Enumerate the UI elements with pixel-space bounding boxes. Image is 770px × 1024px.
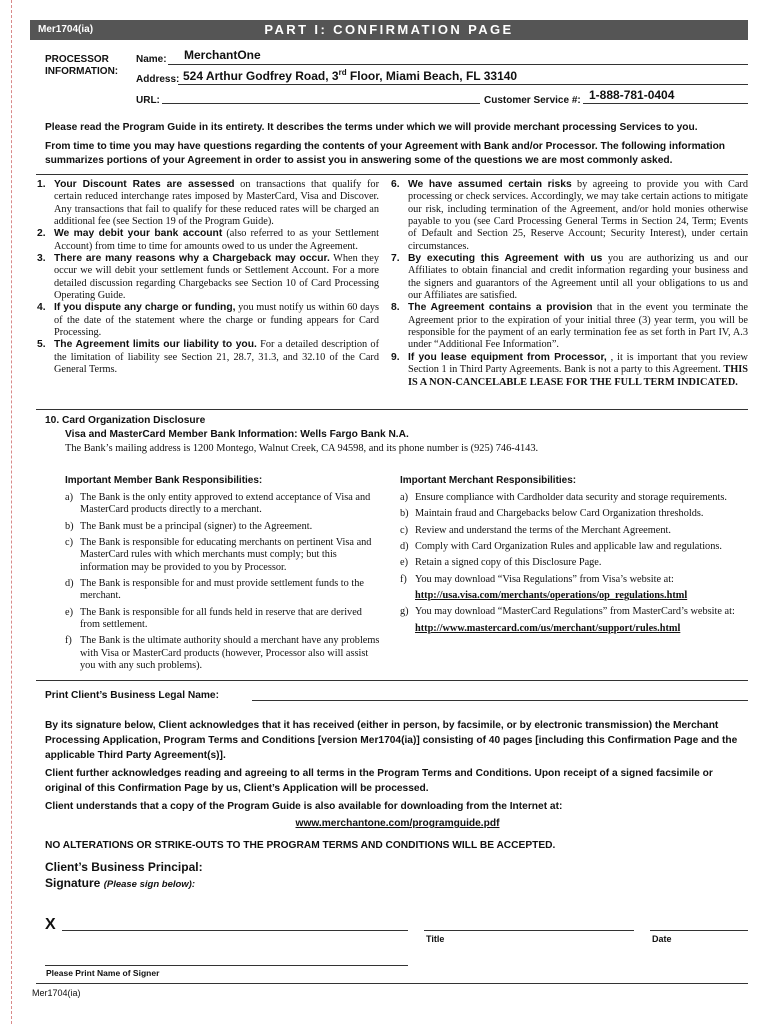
signature-label: Signature (Please sign below): [45, 876, 196, 890]
list-item: 4. If you dispute any charge or funding, you must notify us within 60 days of the date of the statement where the charge or funding appears for Card Processing. [37, 302, 379, 339]
print-business-name-label: Print Client’s Business Legal Name: [45, 690, 219, 701]
acknowledgement-paragraph-3: Client understands that a copy of the Program Guide is also available for downloading from the Internet at: [45, 801, 563, 812]
name-value: MerchantOne [184, 48, 261, 62]
list-item: b) Maintain fraud and Chargebacks below Card Organization thresholds. [400, 508, 704, 520]
intro-paragraph-1: Please read the Program Guide in its entirety. It describes the terms under which we will provide merchant processing Services to you. [45, 122, 698, 133]
form-code: Mer1704(ia) [38, 24, 94, 35]
address-field[interactable] [178, 67, 748, 85]
intro-paragraph-2: From time to time you may have questions regarding the contents of your Agreement with Bank and/or Processor. The following information summarizes portions of your Agreement in order to assist you in answering some of the questions we are most commonly asked. [45, 141, 726, 166]
list-item: 5. The Agreement limits our liability to you. For a detailed description of the limitation of liability see Section 21, 28.7, 31.3, and 32.10 of the Card General Terms. [37, 339, 379, 376]
address-value: 524 Arthur Godfrey Road, 3rd Floor, Miami Beach, FL 33140 [183, 68, 518, 83]
list-item: g) You may download “MasterCard Regulations” from MasterCard’s website at: http://www.mastercard.com/us/merchant/support/rules.html [400, 606, 735, 634]
url-label: URL: [136, 95, 160, 106]
date-field[interactable] [650, 917, 748, 931]
acknowledgement-paragraph-1: By its signature below, Client acknowledges that it has received (either in person, by facsimile, or by electronic transmission) the Merchant Processing Application, Program Terms and Conditions [version Mer1704(ia)] consisting of 40 pages [including this Confirmation Page and the applicable Third Party Agreement(s)]. [45, 720, 738, 761]
url-field[interactable] [162, 90, 480, 104]
business-name-field[interactable] [252, 686, 748, 701]
signature-field[interactable] [62, 917, 408, 931]
customer-service-label: Customer Service #: [484, 95, 581, 106]
section10-mailing: The Bank’s mailing address is 1200 Montego, Walnut Creek, CA 94598, and its phone number is (925) 746-4143. [65, 443, 539, 454]
title-label: Title [426, 934, 445, 944]
list-item: 7. By executing this Agreement with us you are authorizing us and our Affiliates to obtain financial and credit information regarding your business and the signers and guarantors of the Agreement until all your obligations to us and our Affiliates are satisfied. [391, 253, 748, 302]
principal-heading: Client’s Business Principal: [45, 860, 203, 874]
customer-service-value: 1-888-781-0404 [589, 88, 675, 102]
merchant-responsibilities-heading: Important Merchant Responsibilities: [400, 475, 577, 486]
list-item: 6. We have assumed certain risks by agreeing to provide you with Card processing or check services. Accordingly, we may take certain actions to mitigate our risk, including termination of the Agreement, and/or hold monies otherwise payable to you (see Card Processing General Terms in Section 24, Term; Events of Default and Section 25, Reserve Account; Security Interest), under certain circumstances. [391, 179, 748, 252]
section10-title: 10. Card Organization Disclosure [45, 415, 206, 426]
right-items [388, 179, 748, 389]
list-item: a) The Bank is the only entity approved to extend acceptance of Visa and MasterCard products directly to a merchant. [65, 492, 371, 516]
bank-responsibilities [65, 475, 383, 676]
list-item: 3. There are many reasons why a Chargeback may occur. When they occur we will debit your settlement funds or Settlement Account. For a more detailed discussion regarding Chargebacks see Section 10 of Card Processing Operating Guide. [37, 253, 379, 302]
bank-responsibilities-heading: Important Member Bank Responsibilities: [65, 475, 263, 486]
visa-regulations-link[interactable]: http://usa.visa.com/merchants/operations/op_regulations.html [415, 590, 688, 602]
divider-footer [36, 983, 748, 984]
perforation-line [11, 0, 12, 1024]
list-item: c) The Bank is responsible for educating merchants on pertinent Visa and MasterCard rules with which merchants must comply; but this information may be provided to you by Processor. [65, 537, 372, 573]
no-alterations-notice: NO ALTERATIONS OR STRIKE-OUTS TO THE PROGRAM TERMS AND CONDITIONS WILL BE ACCEPTED. [45, 840, 556, 851]
title-field[interactable] [424, 917, 634, 931]
list-item: a) Ensure compliance with Cardholder data security and storage requirements. [400, 492, 727, 503]
list-item: d) Comply with Card Organization Rules and applicable law and regulations. [400, 541, 722, 553]
acknowledgement-paragraph-2: Client further acknowledges reading and agreeing to all terms in the Program Terms and Conditions. Upon receipt of a signed facsimile or original of this Confirmation Page by us, Client’s Application will be processed. [45, 768, 713, 794]
processor-label-line2: INFORMATION: [45, 66, 119, 77]
name-field[interactable] [168, 48, 748, 65]
name-label: Name: [136, 54, 167, 65]
list-item: 2. We may debit your bank account (also referred to as your Settlement Account) from time to time for amounts owed to us under the Agreement. [37, 228, 379, 252]
footer-form-code: Mer1704(ia) [32, 988, 81, 998]
list-item: b) The Bank must be a principal (signer) to the Agreement. [65, 520, 313, 532]
mastercard-regulations-link[interactable]: http://www.mastercard.com/us/merchant/support/rules.html [415, 622, 681, 634]
divider-client [36, 680, 748, 681]
list-item: f) You may download “Visa Regulations” from Visa’s website at: http://usa.visa.com/merchants/operations/op_regulations.html [400, 573, 688, 602]
list-item: 9. If you lease equipment from Processor, , it is important that you review Section 1 in Third Party Agreements. Bank is not a party to this Agreement. THIS IS A NON-CANCELABLE LEASE FOR THE FULL TERM INDICATED. [391, 351, 749, 388]
page-title: PART I: CONFIRMATION PAGE [264, 22, 514, 37]
date-label: Date [652, 934, 672, 944]
processor-section-label [45, 54, 118, 78]
signer-name-field[interactable] [45, 952, 408, 966]
divider-section10 [36, 409, 748, 410]
list-item: 8. The Agreement contains a provision that in the event you terminate the Agreement prior to the expiration of your initial three (3) year term, you will be responsible for the payment of an early termination fee as set forth in Part IV, A.3 under “Additional Fee Information”. [391, 302, 748, 351]
list-item: c) Review and understand the terms of the Merchant Agreement. [400, 524, 671, 536]
list-item: 1. Your Discount Rates are assessed on transactions that qualify for certain reduced interchange rates imposed by MasterCard, Visa and Discover. Any transactions that fail to qualify for these reduced rates will be charged an additional fee (see Section 19 of the Program Guide). [37, 179, 379, 228]
merchant-responsibilities [400, 475, 750, 639]
left-items [34, 179, 379, 377]
print-signer-label: Please Print Name of Signer [46, 968, 160, 978]
section10-bank-line: Visa and MasterCard Member Bank Information: Wells Fargo Bank N.A. [65, 429, 409, 440]
list-item: e) The Bank is responsible for all funds held in reserve that are derived from settlement. [65, 606, 362, 631]
customer-service-field[interactable] [583, 88, 748, 104]
signature-x-mark: X [45, 916, 56, 933]
address-label: Address: [136, 74, 180, 85]
program-guide-url[interactable]: www.merchantone.com/programguide.pdf [295, 818, 500, 829]
list-item: d) The Bank is responsible for and must provide settlement funds to the merchant. [65, 578, 364, 602]
list-item: f) The Bank is the ultimate authority should a merchant have any problems with Visa or MasterCard products (however, Processor also will assist you with any such problems). [65, 635, 380, 672]
processor-label-line1: PROCESSOR [45, 54, 109, 65]
divider-top [36, 174, 748, 175]
list-item: e) Retain a signed copy of this Disclosure Page. [400, 557, 602, 569]
header-bar [30, 20, 748, 40]
